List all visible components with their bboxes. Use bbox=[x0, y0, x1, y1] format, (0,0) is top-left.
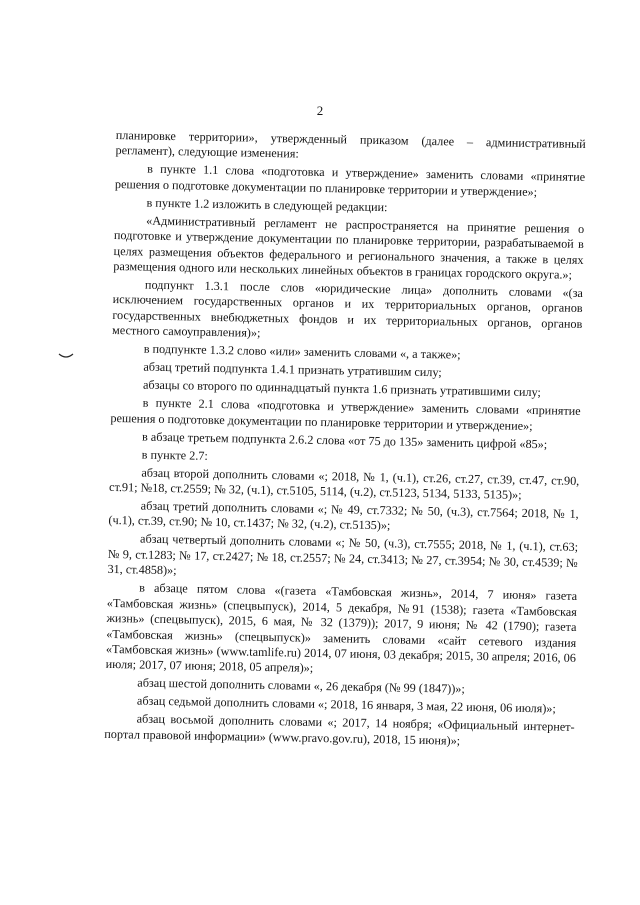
paragraph: планировке территории», утвержденный приказом (далее – административный регламент), следующие изменения: bbox=[115, 128, 586, 161]
paragraph: в абзаце третьем подпункта 2.6.2 слова «от 75 до 135» заменить цифрой «85»; bbox=[141, 429, 548, 451]
paragraph: абзац четвертый дополнить словами «; № 50, (ч.3), ст.7555; 2018, № 1, (ч.1), ст.63; № 9, ст.1283; № 17, ст.2427; № 18, ст.2557; № 24, ст.3413; № 27, ст.3954; № 30, ст.4539; № 31, ст.4858)»; bbox=[107, 532, 579, 578]
paragraph: в пункте 2.1 слова «подготовка и утверждение» заменить словами «принятие решения о подготовке документации по планировке территории и утверждение»; bbox=[110, 395, 581, 433]
paragraph: в пункте 2.7: bbox=[141, 447, 208, 463]
paragraph: в подпункте 1.3.2 слово «или» заменить словами «, а также»; bbox=[143, 341, 461, 362]
margin-pen-mark bbox=[58, 352, 74, 360]
page-number: 2 bbox=[316, 103, 324, 118]
paragraph: в абзаце пятом слова «(газета «Тамбовская жизнь», 2014, 7 июня» газета «Тамбовская жизнь» (спецвыпуск), 2014, 5 декабря, №91 (1538); газета «Тамбовская жизнь» (спецвыпуск), 2015, 6 мая, № 32 (1379)); 2017, 9 июня; № 42 (1790); газета «Тамбовская жизнь» (спецвыпуск)» заменить словами «сайт сетевого издания «Тамбовская жизнь» (www.tamlife.ru) 2014, 07 июня, 03 декабря; 2015, 30 апреля; 2016, 06 июля; 2017, 07 июня; 2018, 05 апреля)»; bbox=[105, 580, 578, 676]
paragraph: абзац седьмой дополнить словами «; 2018, 16 января, 3 мая, 22 июня, 06 июля)»; bbox=[136, 693, 556, 716]
paragraph: абзацы со второго по одиннадцатый пункта 1.6 признать утратившими силу; bbox=[142, 377, 541, 400]
paragraph: абзац второй дополнить словами «; 2018, № 1, (ч.1), ст.26, ст.27, ст.39, ст.47, ст.90, ст.91; №18, ст.2559; № 32, (ч.1), ст.5105, 5114, (ч.2), ст.5123, 5134, 5133, 5135)»; bbox=[108, 465, 580, 502]
paragraph: абзац шестой дополнить словами «, 26 декабря (№ 99 (1847))»; bbox=[137, 675, 465, 697]
paragraph: подпункт 1.3.1 после слов «юридические лица» дополнить словами «(за исключением государственных органов и их территориальных органов, органов государственных внебюджетных фондов и их территориальных органов, органов местного самоуправления)»; bbox=[111, 277, 584, 341]
paragraph: абзац третий подпункта 1.4.1 признать утратившим силу; bbox=[143, 359, 442, 380]
paragraph: абзац третий дополнить словами «; № 49, ст.7332; № 50, (ч.3), ст.7564; 2018, № 1, (ч.1), ст.39, ст.90; № 10, ст.1437; № 32, (ч.2), ст.5135)»; bbox=[108, 498, 579, 533]
paragraph: в пункте 1.2 изложить в следующей редакции: bbox=[146, 195, 388, 215]
paragraph: «Административный регламент не распространяется на принятие решения о подготовке и утверждение документации по планировке территории, разрабатываемой в целях размещения объектов федерального и регионального значения, а также в целях размещения одного или нескольких линейных объектов в границах городского округа.»; bbox=[113, 213, 585, 282]
document-body bbox=[104, 128, 586, 754]
paragraph: абзац восьмой дополнить словами «; 2017, 14 ноября; «Официальный интернет-портал правовой информации» (www.pravo.gov.ru), 2018, 15 июня)»; bbox=[104, 711, 575, 748]
paragraph: в пункте 1.1 слова «подготовка и утверждение» заменить словами «принятие решения о подготовке документации по планировке территории и утверждение»; bbox=[114, 162, 586, 199]
